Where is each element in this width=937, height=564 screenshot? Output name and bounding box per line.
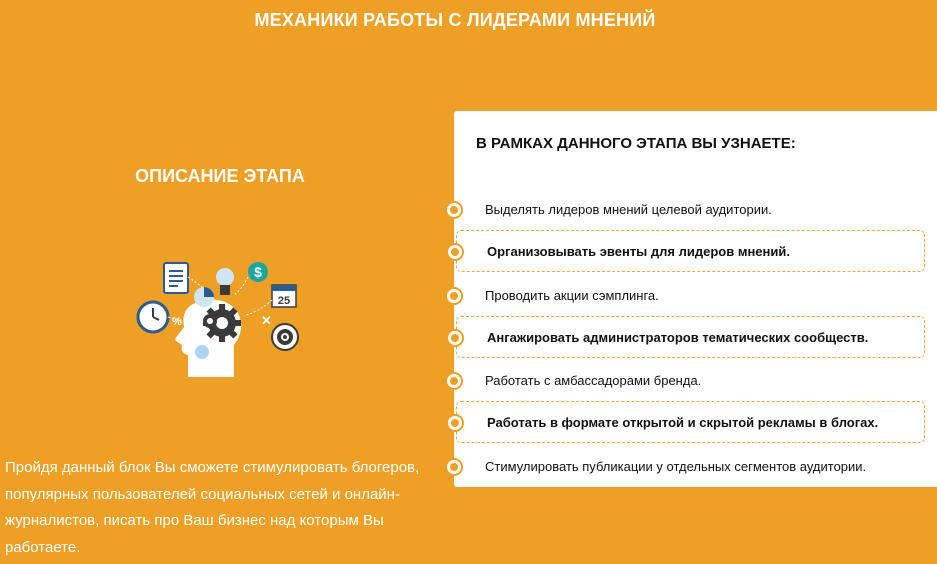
page-title: МЕХАНИКИ РАБОТЫ С ЛИДЕРАМИ МНЕНИЙ bbox=[254, 10, 656, 30]
list-item bbox=[454, 189, 922, 229]
bullet-icon bbox=[446, 329, 464, 347]
light-bulb-icon bbox=[216, 268, 234, 295]
clock-icon bbox=[138, 302, 168, 332]
list-item-label: Проводить акции сэмплинга. bbox=[485, 287, 659, 303]
calendar-day: 25 bbox=[277, 295, 291, 307]
calendar-icon bbox=[272, 285, 296, 307]
pie-chart-icon bbox=[194, 287, 214, 307]
percent-icon: % bbox=[172, 316, 182, 328]
list-item-label: Работать с амбассадорами бренда. bbox=[485, 372, 702, 388]
clipboard-icon bbox=[164, 263, 188, 293]
bullet-icon bbox=[445, 458, 463, 476]
list-item-highlighted bbox=[456, 316, 925, 358]
learning-outcomes-card bbox=[454, 111, 937, 487]
list-item-label: Стимулировать публикации у отдельных сегментов аудитории. bbox=[485, 458, 867, 474]
svg-text:$: $ bbox=[254, 264, 262, 280]
list-item-label: Выделять лидеров мнений целевой аудитории. bbox=[485, 201, 772, 217]
stage-description: Пройдя данный блок Вы сможете стимулировать блогеров, популярных пользователей социальных сетей и онлайн-журналистов, писать про Ваш бизнес над которым Вы работаете. bbox=[5, 459, 420, 556]
bullet-icon bbox=[445, 287, 463, 305]
bullet-icon bbox=[446, 243, 464, 261]
list-item-highlighted bbox=[456, 401, 925, 443]
list-item-label: Организовывать эвенты для лидеров мнений. bbox=[487, 243, 790, 259]
list-item bbox=[454, 446, 922, 486]
list-item bbox=[454, 275, 922, 315]
list-item-label: Ангажировать администраторов тематических сообществ. bbox=[487, 329, 869, 345]
bullet-icon bbox=[446, 414, 464, 432]
list-item bbox=[454, 360, 922, 400]
list-item-label: Работать в формате открытой и скрытой рекламы в блогах. bbox=[487, 414, 879, 430]
small-gear-icon bbox=[203, 314, 217, 328]
business-mind-illustration bbox=[130, 255, 310, 385]
dollar-coin-icon bbox=[248, 262, 268, 282]
card-title: В РАМКАХ ДАННОГО ЭТАПА ВЫ УЗНАЕТЕ: bbox=[476, 135, 796, 152]
stage-title: ОПИСАНИЕ ЭТАПА bbox=[135, 166, 305, 186]
list-item-highlighted bbox=[456, 230, 925, 272]
cross-icon: ✕ bbox=[261, 313, 272, 328]
target-icon bbox=[272, 324, 298, 350]
bullet-icon bbox=[445, 372, 463, 390]
bullet-icon bbox=[445, 201, 463, 219]
eye-dot-icon bbox=[195, 345, 209, 359]
